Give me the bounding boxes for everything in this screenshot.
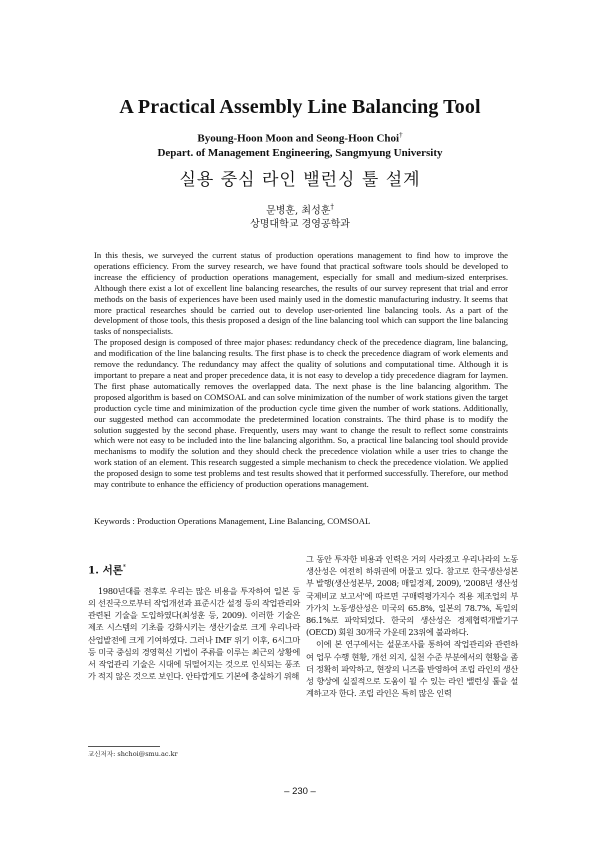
section-heading-text: 1. 서론	[88, 564, 123, 577]
author-names	[0, 128, 600, 146]
corresponding-author-mark: †	[399, 131, 403, 139]
body-paragraph: 1980년대를 전후로 우리는 많은 비용을 투자하여 일본 등의 선진국으로부터 작업개선과 표준시간 설정 등의 작업관리와 관련된 기술을 도입하였다(최성훈 등, 2009). 이러한 기술은 제조 시스템의 기초를 강화시키는 생산기술로 크게 우리나라 산업발전에 크게 기여하였다. 그러나 IMF 위기 이후, 6시그마 등 미국 중심의 경영혁신 기법이 주류를 이루는 최근의 상황에서 작업관리 기술은 시대에 뒤떨어지는 것으로 인식되는 풍조가 적지 않은 것으로 보인다. 안타깝게도 기본에 충실하기 위해	[88, 585, 300, 682]
section-footnote-mark: *	[122, 564, 126, 571]
author-names-korean	[0, 200, 600, 218]
body-paragraph: 이에 본 연구에서는 설문조사를 통하여 작업관리와 관련하여 업무 수행 현황, 개선 의지, 실천 수준 부분에서의 현황을 좀 더 정확히 파악하고, 현장의 니즈를 반영하여 조립 라인의 생산성 향상에 실질적으로 도움이 될 수 있는 라인 밸런싱 툴을 설계하고자 한다. 조립 라인은 특히 많은 인력	[306, 639, 518, 699]
authors-en: Byoung-Hoon Moon and Seong-Hoon Choi	[197, 132, 400, 145]
body-column-left	[88, 553, 300, 682]
section-heading	[88, 562, 300, 577]
paper-title-korean: 실용 중심 라인 밸런싱 툴 설계	[179, 170, 421, 190]
authors-ko: 문병훈, 최성훈	[266, 205, 331, 217]
affiliation-korean: 상명대학교 경영공학과	[250, 219, 350, 231]
footnote-divider	[88, 746, 160, 747]
body-column-right	[306, 553, 518, 699]
keywords: Keywords : Production Operations Management, Line Balancing, COMSOAL	[94, 516, 371, 526]
affiliation-en: Depart. of Management Engineering, Sangmyung University	[157, 146, 443, 159]
corresponding-author-mark-korean: †	[330, 203, 334, 211]
footnote-corresponding-author: 교신저자: shchoi@smu.ac.kr	[88, 750, 178, 758]
page-number: – 230 –	[284, 786, 316, 797]
abstract-paragraph-2: The proposed design is composed of three major phases: redundancy check of the precedence diagram, line balancing, and modification of the line balancing results. The first phase is to check the precedence diagram of work elements and remove the redundancy. The redundancy may affect the quality of solutions and computational time. Although it is important to prepare a neat and proper precedence data, it is not easy to develop a tidy precedence diagram for laymen. The first phase automatically removes the overlapped data. The next phase is the line balancing algorithm. The proposed algorithm is based on COMSOAL and can solve minimization of the number of work stations given the target production cycle time and minimization of the production cycle time given the number of work stations. Additionally, our suggested method can accommodate the predetermined location constraints. The third phase is to modify the solution suggested by the second phase. Frequently, users may want to change the result to reflect some constraints which were not easy to be included into the line balancing algorithm. So, a practical line balancing tool should provide mechanisms to modify the solution and they should check the precedence violation while a user tries to change the work station of an element. This research suggested a simple mechanism to check the precedence violation. We applied the proposed design to some test problems and test results showed that it performed successfully. Therefore, our method may contribute to enhance the efficiency of production operations management.	[94, 337, 508, 490]
abstract-paragraph-1: In this thesis, we surveyed the current status of production operations management to find how to improve the operations efficiency. From the survey research, we have found that practical software tools should be developed to increase the efficiency of production operations management, especially for small and medium-sized enterprises. Although there exist a lot of excellent line balancing researches, the results of our survey represent that trial and error methods on the basis of experiences have been used mainly used in the domestic manufacturing industry. It seems that more practical researches should be carried out to develop user-oriented line balancing tools. As a part of the development of those tools, this thesis proposed a design of the line balancing tool which can support the line balancing tasks of nonspecialists.	[94, 250, 508, 337]
author-block-korean	[0, 200, 600, 232]
author-block	[0, 128, 600, 160]
paper-title: A Practical Assembly Line Balancing Tool	[119, 96, 481, 118]
abstract	[94, 250, 508, 490]
body-paragraph-continued: 그 동안 투자한 비용과 인력은 거의 사라졌고 우리나라의 노동생산성은 여전히 하위권에 머물고 있다. 참고로 한국생산성본부 발행(생산성본부, 2008; 매일경제, 2009), '2008년 생산성 국제비교 보고서'에 따르면 구매력평가지수 적용 제조업의 부가가치 노동생산성은 미국의 65.8%, 일본의 78.7%, 독일의 86.1%로 파악되었다. 한국의 생산성은 경제협력개발기구(OECD) 회원 30개국 가운데 23위에 불과하다.	[306, 554, 518, 638]
